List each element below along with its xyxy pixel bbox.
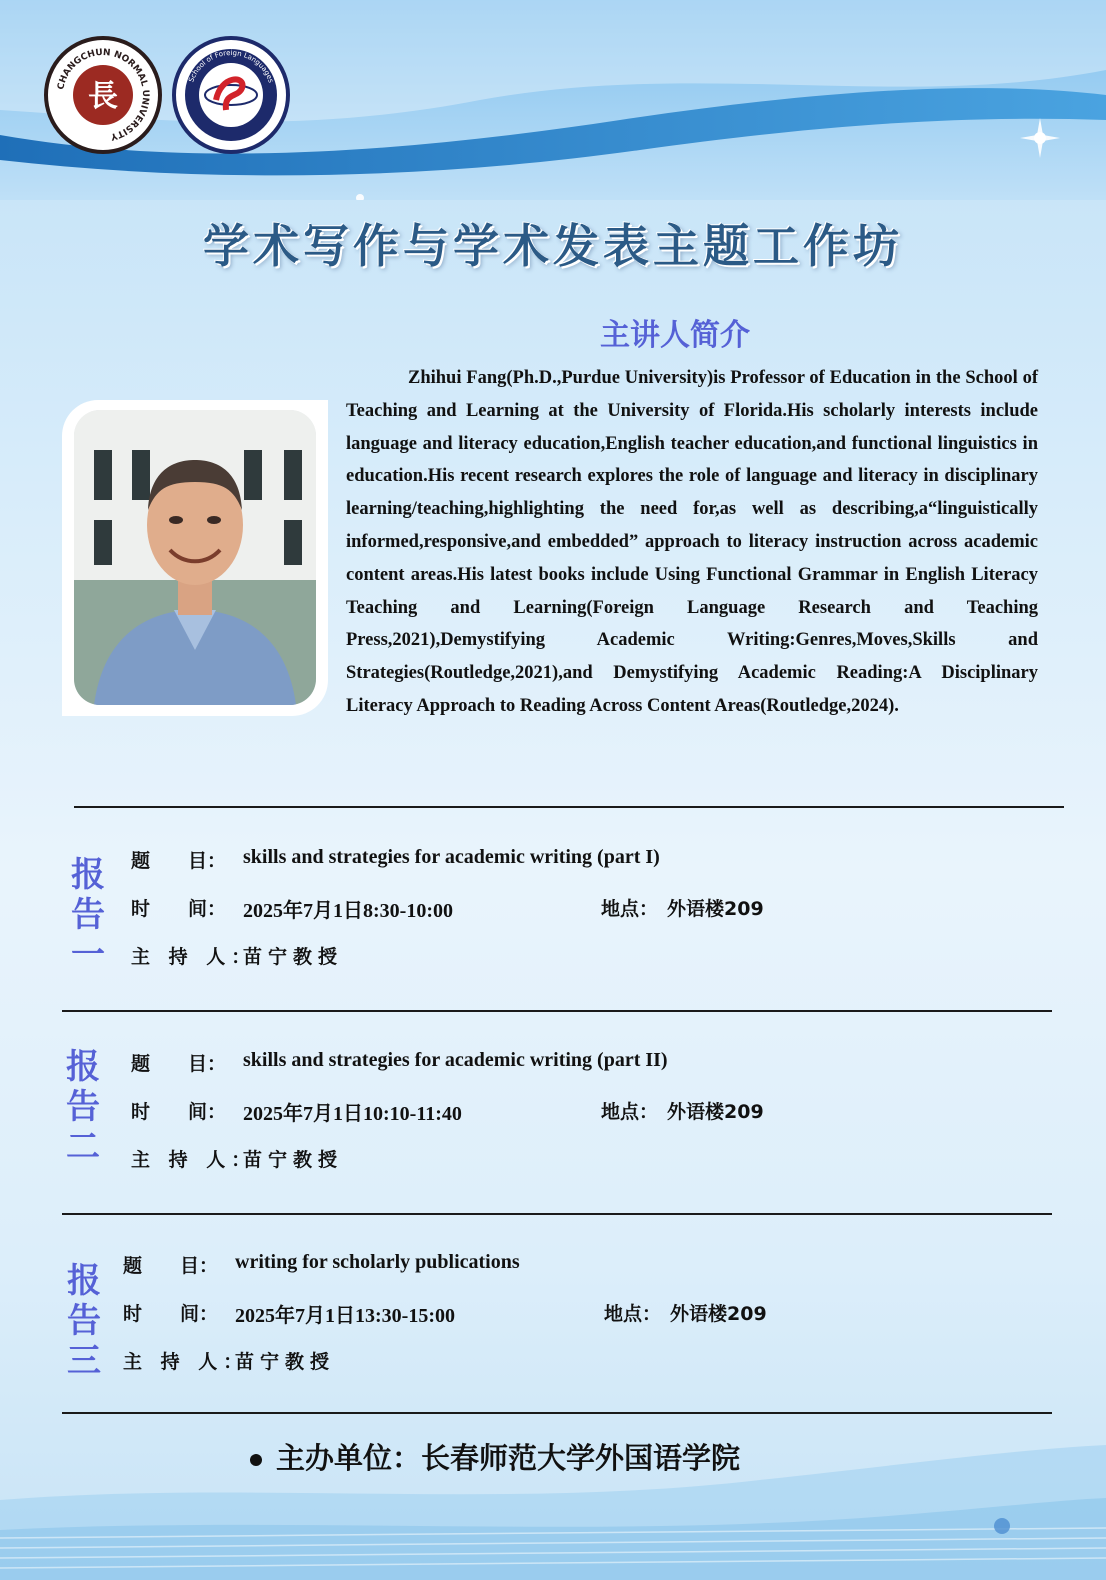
report-3-location: 外语楼209: [670, 1303, 767, 1325]
report-1-location: 外语楼209: [667, 898, 764, 920]
report-1-topic: skills and strategies for academic writing (part I): [243, 846, 660, 868]
topic-label: 题 目：: [131, 1053, 227, 1075]
top-wave-decoration: [0, 0, 1106, 200]
page-title: 学术写作与学术发表主题工作坊: [203, 219, 903, 273]
divider-report-1: [62, 1010, 1052, 1012]
host-label: 主 持 人：: [131, 946, 257, 968]
report-3-host: 苗宁教授: [235, 1351, 336, 1373]
report-1-host: 苗宁教授: [243, 946, 344, 968]
bullet-icon: [250, 1454, 262, 1466]
report-2-mark: 报 告 二: [66, 1047, 100, 1167]
svg-text:School of Foreign Languages: School of Foreign Languages: [187, 48, 275, 84]
speaker-photo-frame: [62, 400, 328, 716]
organizer: [250, 1436, 740, 1477]
time-label: 时 间：: [131, 898, 227, 920]
location-label: 地点：: [601, 898, 659, 920]
location-label: 地点：: [604, 1303, 662, 1325]
report-3-topic: writing for scholarly publications: [235, 1251, 520, 1273]
report-2-location: 外语楼209: [667, 1101, 764, 1123]
svg-text:長: 長: [88, 79, 118, 114]
host-label: 主 持 人：: [131, 1149, 257, 1171]
divider-report-3: [62, 1412, 1052, 1414]
location-label: 地点：: [601, 1101, 659, 1123]
speaker-intro-heading: 主讲人简介: [600, 318, 750, 353]
time-label: 时 间：: [123, 1303, 219, 1325]
host-label: 主 持 人：: [123, 1351, 249, 1373]
topic-label: 题 目：: [123, 1255, 219, 1277]
divider-report-2: [62, 1213, 1052, 1215]
changchun-normal-university-logo: [44, 36, 162, 154]
speaker-photo: [74, 410, 316, 705]
report-2-topic: skills and strategies for academic writing (part II): [243, 1049, 668, 1071]
report-3-time: 2025年7月1日13:30-15:00: [235, 1305, 455, 1327]
svg-text:CHANGCHUN NORMAL UNIVERSITY: CHANGCHUN NORMAL UNIVERSITY: [56, 47, 151, 142]
speaker-bio: Zhihui Fang(Ph.D.,Purdue University)is Professor of Education in the School of Teaching and Learning at the University of Florida.His scholarly interests include language and literacy education,English teacher education,and functional linguistics in education.His recent research explores the role of language and literacy in disciplinary learning/teaching,highlighting the need for,as well as describing,a“linguistically informed,responsive,and embedded” approach to literacy instruction across academic content areas.His latest books include Using Functional Grammar in English Literacy Teaching and Learning(Foreign Language Research and Teaching Press,2021),Demystifying Academic Writing:Genres,Moves,Skills and Strategies(Routledge,2021),and Demystifying Academic Reading:A Disciplinary Literacy Approach to Reading Across Content Areas(Routledge,2024).: [346, 368, 1038, 716]
school-of-foreign-languages-logo: [172, 36, 290, 154]
report-2-host: 苗宁教授: [243, 1149, 344, 1171]
topic-label: 题 目：: [131, 850, 227, 872]
divider-top: [74, 806, 1064, 808]
report-3-mark: 报 告 三: [67, 1261, 101, 1381]
time-label: 时 间：: [131, 1101, 227, 1123]
report-2-time: 2025年7月1日10:10-11:40: [243, 1103, 462, 1125]
report-1-time: 2025年7月1日8:30-10:00: [243, 900, 453, 922]
report-1-mark: 报 告 一: [71, 855, 105, 975]
organizer-text: 主办单位：长春师范大学外国语学院: [276, 1441, 741, 1475]
